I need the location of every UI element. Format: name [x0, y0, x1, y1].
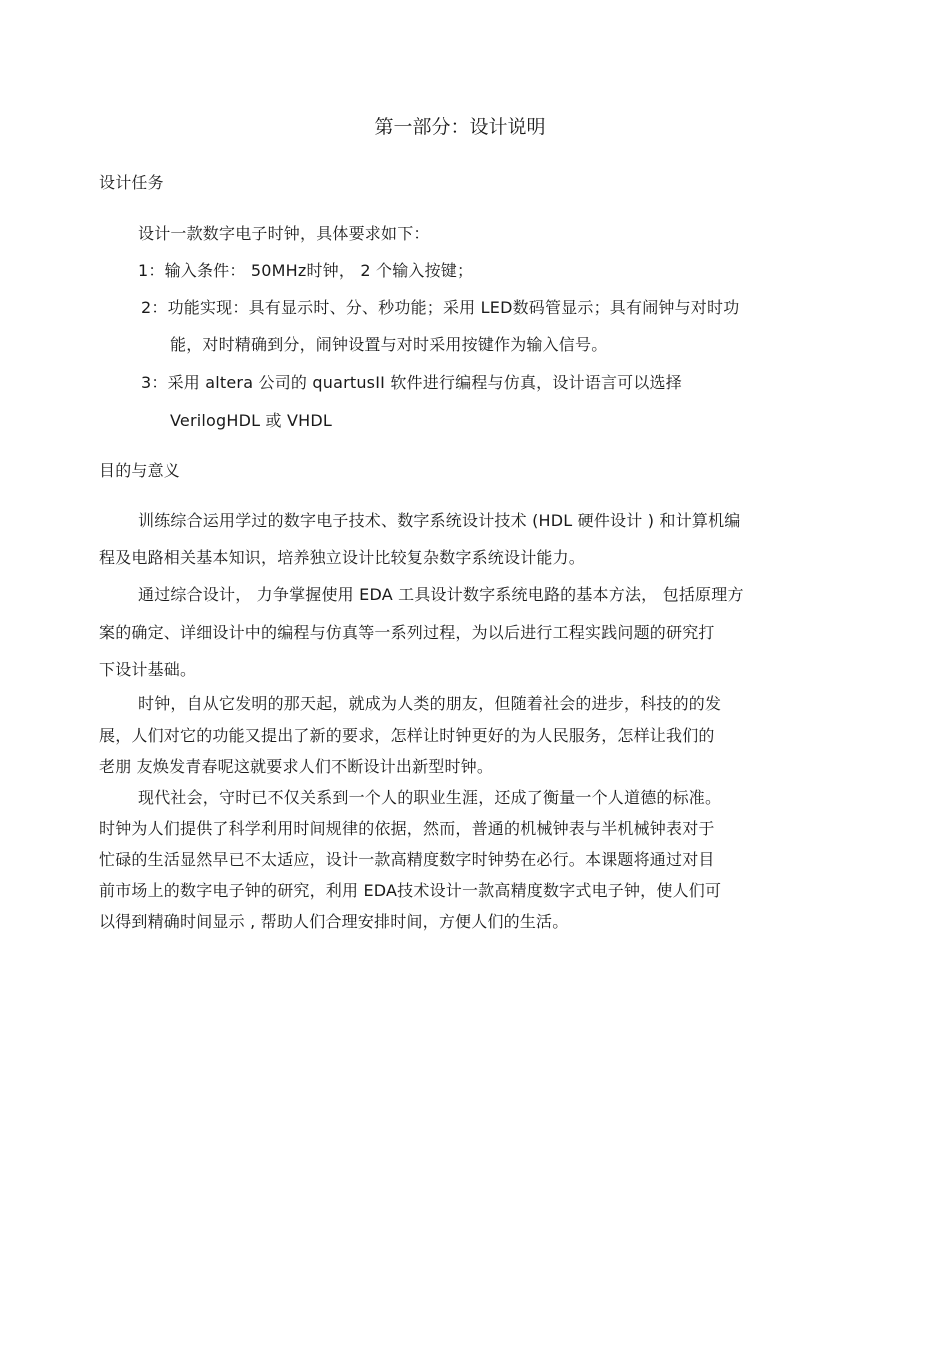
- paragraph-4-line-3: 忙碌的生活显然早已不太适应，设计一款高精度数字时钟势在必行。本课题将通过对目: [99, 850, 715, 869]
- paragraph-1-line-2: 程及电路相关基本知识，培养独立设计比较复杂数字系统设计能力。: [99, 548, 586, 567]
- section-heading-purpose: 目的与意义: [99, 461, 181, 480]
- page-title: 第一部分：设计说明: [374, 116, 546, 138]
- task-item-2-line-2: 能，对时精确到分，闹钟设置与对时采用按键作为输入信号。: [170, 335, 608, 354]
- paragraph-1-line-1: 训练综合运用学过的数字电子技术、数字系统设计技术 (HDL 硬件设计 ) 和计算机编: [138, 511, 741, 530]
- task-item-1: 1：输入条件： 50MHz时钟， 2 个输入按键；: [138, 261, 474, 280]
- paragraph-4-line-4: 前市场上的数字电子钟的研究，利用 EDA技术设计一款高精度数字式电子钟，使人们可: [99, 881, 722, 900]
- paragraph-3-line-2: 展，人们对它的功能又提出了新的要求，怎样让时钟更好的为人民服务，怎样让我们的: [99, 726, 715, 745]
- paragraph-4-line-1: 现代社会，守时已不仅关系到一个人的职业生涯，还成了衡量一个人道德的标准。: [138, 788, 722, 807]
- paragraph-4-line-5: 以得到精确时间显示 , 帮助人们合理安排时间，方便人们的生活。: [99, 912, 569, 931]
- paragraph-4-line-2: 时钟为人们提供了科学利用时间规律的依据，然而，普通的机械钟表与半机械钟表对于: [99, 819, 715, 838]
- paragraph-2-line-3: 下设计基础。: [99, 660, 197, 679]
- task-item-2-line-1: 2：功能实现：具有显示时、分、秒功能；采用 LED数码管显示；具有闹钟与对时功: [141, 298, 740, 317]
- paragraph-3-line-1: 时钟，自从它发明的那天起，就成为人类的朋友，但随着社会的进步，科技的的发: [138, 694, 722, 713]
- section-heading-design-task: 设计任务: [99, 173, 164, 192]
- paragraph-3-line-3: 老朋 友焕发青春呢这就要求人们不断设计出新型时钟。: [99, 757, 494, 776]
- task-intro: 设计一款数字电子时钟，具体要求如下：: [138, 224, 430, 243]
- task-item-3-line-1: 3：采用 altera 公司的 quartusII 软件进行编程与仿真，设计语言可以选择: [141, 373, 682, 392]
- paragraph-2-line-2: 案的确定、详细设计中的编程与仿真等一系列过程，为以后进行工程实践问题的研究打: [99, 623, 715, 642]
- paragraph-2-line-1: 通过综合设计， 力争掌握使用 EDA 工具设计数字系统电路的基本方法， 包括原理方: [138, 585, 744, 604]
- task-item-3-line-2: VerilogHDL 或 VHDL: [170, 411, 333, 430]
